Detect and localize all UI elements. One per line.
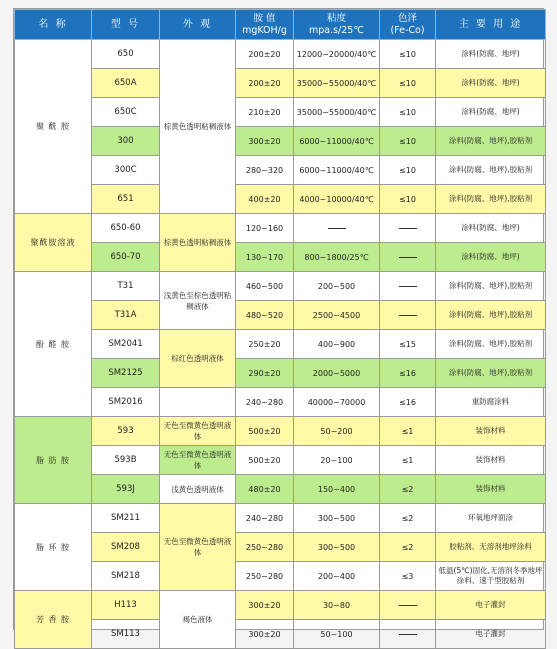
table-row bbox=[15, 591, 546, 620]
header-viscosity bbox=[294, 10, 380, 40]
color-cell: ≤10 bbox=[380, 98, 436, 127]
amine-cell: 500±20 bbox=[236, 446, 294, 475]
header-amine-title: 胺 值 bbox=[253, 12, 276, 24]
viscosity-cell: 4000~10000/40℃ bbox=[294, 185, 380, 214]
table-row bbox=[15, 446, 546, 475]
viscosity-cell bbox=[294, 214, 380, 243]
usage-cell: 涂料(防腐、地坪),胶粘剂 bbox=[436, 301, 546, 330]
appearance-cell: 无色至微黄色透明液体 bbox=[160, 417, 236, 446]
table-row bbox=[15, 475, 546, 504]
dash-mark bbox=[399, 605, 417, 606]
usage-cell: 涂料(防腐、地坪) bbox=[436, 98, 546, 127]
group-polyamide-solution: 聚酰胺溶液 bbox=[15, 214, 92, 272]
model-cell: SM218 bbox=[92, 562, 160, 591]
usage-cell: 涂料(防腐、地坪),胶粘剂 bbox=[436, 156, 546, 185]
model-cell: SM211 bbox=[92, 504, 160, 533]
amine-cell: 240~280 bbox=[236, 388, 294, 417]
dash-mark bbox=[399, 286, 417, 287]
appearance-cell: 浅黄色至棕色透明粘稠液体 bbox=[160, 272, 236, 330]
appearance-cell-empty bbox=[160, 388, 236, 417]
dash-mark bbox=[328, 228, 346, 229]
model-cell: 650-60 bbox=[92, 214, 160, 243]
appearance-cell: 浅黄色透明液体 bbox=[160, 475, 236, 504]
model-cell: 300 bbox=[92, 127, 160, 156]
viscosity-cell: 40000~70000 bbox=[294, 388, 380, 417]
amine-cell: 250±20 bbox=[236, 330, 294, 359]
color-cell: ≤10 bbox=[380, 156, 436, 185]
header-usage: 主 要 用 途 bbox=[436, 10, 546, 40]
usage-cell: 涂料(防腐、地坪) bbox=[436, 214, 546, 243]
color-cell: ≤2 bbox=[380, 504, 436, 533]
color-cell: ≤10 bbox=[380, 185, 436, 214]
color-cell: ≤15 bbox=[380, 330, 436, 359]
usage-cell: 涂料(防腐、地坪),胶粘剂 bbox=[436, 359, 546, 388]
color-cell bbox=[380, 620, 436, 649]
appearance-cell: 棕红色透明液体 bbox=[160, 330, 236, 388]
table-row bbox=[15, 533, 546, 562]
appearance-cell: 棕黄色透明粘稠液体 bbox=[160, 40, 236, 214]
header-model: 型 号 bbox=[92, 10, 160, 40]
table-row bbox=[15, 98, 546, 127]
model-cell: T31A bbox=[92, 301, 160, 330]
table-row bbox=[15, 620, 546, 649]
group-phenalkamine: 酚 醛 胺 bbox=[15, 272, 92, 417]
model-cell: SM2125 bbox=[92, 359, 160, 388]
color-cell bbox=[380, 214, 436, 243]
table-row bbox=[15, 156, 546, 185]
dash-mark bbox=[399, 228, 417, 229]
viscosity-cell: 6000~11000/40℃ bbox=[294, 127, 380, 156]
amine-cell: 290±20 bbox=[236, 359, 294, 388]
viscosity-cell: 30~80 bbox=[294, 591, 380, 620]
table-row bbox=[15, 388, 546, 417]
usage-cell: 重防腐涂料 bbox=[436, 388, 546, 417]
dash-mark bbox=[399, 257, 417, 258]
table-row bbox=[15, 272, 546, 301]
table-row bbox=[15, 301, 546, 330]
viscosity-cell: 800~1800/25℃ bbox=[294, 243, 380, 272]
color-cell: ≤10 bbox=[380, 69, 436, 98]
viscosity-cell: 6000~11000/40℃ bbox=[294, 156, 380, 185]
viscosity-cell: 150~400 bbox=[294, 475, 380, 504]
usage-cell: 涂料(防腐、地坪),胶粘剂 bbox=[436, 185, 546, 214]
header-name: 名 称 bbox=[15, 10, 92, 40]
header-viscosity-unit: mpa.s/25℃ bbox=[308, 24, 365, 36]
viscosity-cell: 400~900 bbox=[294, 330, 380, 359]
viscosity-cell: 35000~55000/40℃ bbox=[294, 98, 380, 127]
color-cell: ≤2 bbox=[380, 475, 436, 504]
viscosity-cell: 50~200 bbox=[294, 417, 380, 446]
appearance-cell: 褐色液体 bbox=[160, 591, 236, 649]
amine-cell: 240~280 bbox=[236, 504, 294, 533]
color-cell bbox=[380, 243, 436, 272]
model-cell: 651 bbox=[92, 185, 160, 214]
model-cell: 593B bbox=[92, 446, 160, 475]
viscosity-cell: 200~500 bbox=[294, 272, 380, 301]
viscosity-cell: 2500~4500 bbox=[294, 301, 380, 330]
header-amine-value bbox=[236, 10, 294, 40]
amine-cell: 130~170 bbox=[236, 243, 294, 272]
group-cycloaliphatic-amine: 脂 环 胺 bbox=[15, 504, 92, 591]
header-row bbox=[15, 10, 546, 40]
table-row bbox=[15, 185, 546, 214]
amine-cell: 480±20 bbox=[236, 475, 294, 504]
amine-cell: 480~520 bbox=[236, 301, 294, 330]
table-row bbox=[15, 69, 546, 98]
amine-cell: 500±20 bbox=[236, 417, 294, 446]
amine-cell: 400±20 bbox=[236, 185, 294, 214]
table-row bbox=[15, 214, 546, 243]
model-cell: SM208 bbox=[92, 533, 160, 562]
viscosity-cell: 200~400 bbox=[294, 562, 380, 591]
appearance-cell: 无色至微黄色透明液体 bbox=[160, 504, 236, 591]
color-cell: ≤10 bbox=[380, 127, 436, 156]
viscosity-cell: 300~500 bbox=[294, 504, 380, 533]
appearance-cell: 棕黄色透明粘稠液体 bbox=[160, 214, 236, 272]
amine-cell: 300±20 bbox=[236, 620, 294, 649]
amine-cell: 300±20 bbox=[236, 127, 294, 156]
product-spec-table bbox=[14, 9, 546, 649]
model-cell: 650-70 bbox=[92, 243, 160, 272]
usage-cell: 装饰材料 bbox=[436, 446, 546, 475]
header-color-unit: (Fe-Co) bbox=[390, 24, 425, 36]
usage-cell: 胶粘剂、无溶剂地坪涂料 bbox=[436, 533, 546, 562]
usage-cell: 涂料(防腐、地坪),胶粘剂 bbox=[436, 272, 546, 301]
model-cell: 650C bbox=[92, 98, 160, 127]
color-cell: ≤16 bbox=[380, 359, 436, 388]
table-row bbox=[15, 330, 546, 359]
amine-cell: 200±20 bbox=[236, 69, 294, 98]
usage-cell: 涂料(防腐、地坪) bbox=[436, 40, 546, 69]
header-appearance: 外 观 bbox=[160, 10, 236, 40]
viscosity-cell: 2000~5000 bbox=[294, 359, 380, 388]
usage-cell: 涂料(防腐、地坪),胶粘剂 bbox=[436, 127, 546, 156]
color-cell bbox=[380, 272, 436, 301]
amine-cell: 460~500 bbox=[236, 272, 294, 301]
amine-cell: 120~160 bbox=[236, 214, 294, 243]
group-polyamide: 聚 酰 胺 bbox=[15, 40, 92, 214]
table-row bbox=[15, 243, 546, 272]
model-cell: 593J bbox=[92, 475, 160, 504]
viscosity-cell: 12000~20000/40℃ bbox=[294, 40, 380, 69]
color-cell: ≤3 bbox=[380, 562, 436, 591]
color-cell bbox=[380, 301, 436, 330]
usage-cell: 涂料(防腐、地坪) bbox=[436, 243, 546, 272]
table-row bbox=[15, 40, 546, 69]
dash-mark bbox=[399, 634, 417, 635]
amine-cell: 210±20 bbox=[236, 98, 294, 127]
appearance-cell: 无色至微黄色透明液体 bbox=[160, 446, 236, 475]
model-cell: SM113 bbox=[92, 620, 160, 649]
amine-cell: 250~280 bbox=[236, 562, 294, 591]
viscosity-cell: 300~500 bbox=[294, 533, 380, 562]
usage-cell: 装饰材料 bbox=[436, 417, 546, 446]
color-cell bbox=[380, 591, 436, 620]
usage-cell: 涂料(防腐、地坪),胶粘剂 bbox=[436, 330, 546, 359]
viscosity-cell: 20~100 bbox=[294, 446, 380, 475]
amine-cell: 300±20 bbox=[236, 591, 294, 620]
model-cell: SM2016 bbox=[92, 388, 160, 417]
usage-cell: 环氧地坪面涂 bbox=[436, 504, 546, 533]
usage-cell: 涂料(防腐、地坪) bbox=[436, 69, 546, 98]
color-cell: ≤16 bbox=[380, 388, 436, 417]
amine-cell: 250~280 bbox=[236, 533, 294, 562]
model-cell: H113 bbox=[92, 591, 160, 620]
color-cell: ≤1 bbox=[380, 417, 436, 446]
color-cell: ≤1 bbox=[380, 446, 436, 475]
table-row bbox=[15, 562, 546, 591]
usage-cell: 装饰材料 bbox=[436, 475, 546, 504]
header-color-title: 色泽 bbox=[397, 12, 417, 24]
header-color bbox=[380, 10, 436, 40]
product-spec-table-container bbox=[13, 8, 544, 639]
viscosity-cell: 50~100 bbox=[294, 620, 380, 649]
header-amine-unit: mgKOH/g bbox=[242, 24, 287, 36]
amine-cell: 280~320 bbox=[236, 156, 294, 185]
model-cell: SM2041 bbox=[92, 330, 160, 359]
usage-cell: 电子灌封 bbox=[436, 620, 546, 649]
table-row bbox=[15, 417, 546, 446]
color-cell: ≤2 bbox=[380, 533, 436, 562]
dash-mark bbox=[399, 315, 417, 316]
usage-cell: 低温(5℃)固化,无溶剂冬季地坪涂料、速干型胶粘剂 bbox=[436, 562, 546, 591]
model-cell: 300C bbox=[92, 156, 160, 185]
model-cell: 650A bbox=[92, 69, 160, 98]
model-cell: 650 bbox=[92, 40, 160, 69]
table-row bbox=[15, 359, 546, 388]
model-cell: 593 bbox=[92, 417, 160, 446]
table-row bbox=[15, 504, 546, 533]
header-viscosity-title: 粘度 bbox=[326, 12, 346, 24]
group-aliphatic-amine: 脂 肪 胺 bbox=[15, 417, 92, 504]
model-cell: T31 bbox=[92, 272, 160, 301]
color-cell: ≤10 bbox=[380, 40, 436, 69]
viscosity-cell: 35000~55000/40℃ bbox=[294, 69, 380, 98]
group-aromatic-amine: 芳 香 胺 bbox=[15, 591, 92, 649]
usage-cell: 电子灌封 bbox=[436, 591, 546, 620]
amine-cell: 200±20 bbox=[236, 40, 294, 69]
table-row bbox=[15, 127, 546, 156]
